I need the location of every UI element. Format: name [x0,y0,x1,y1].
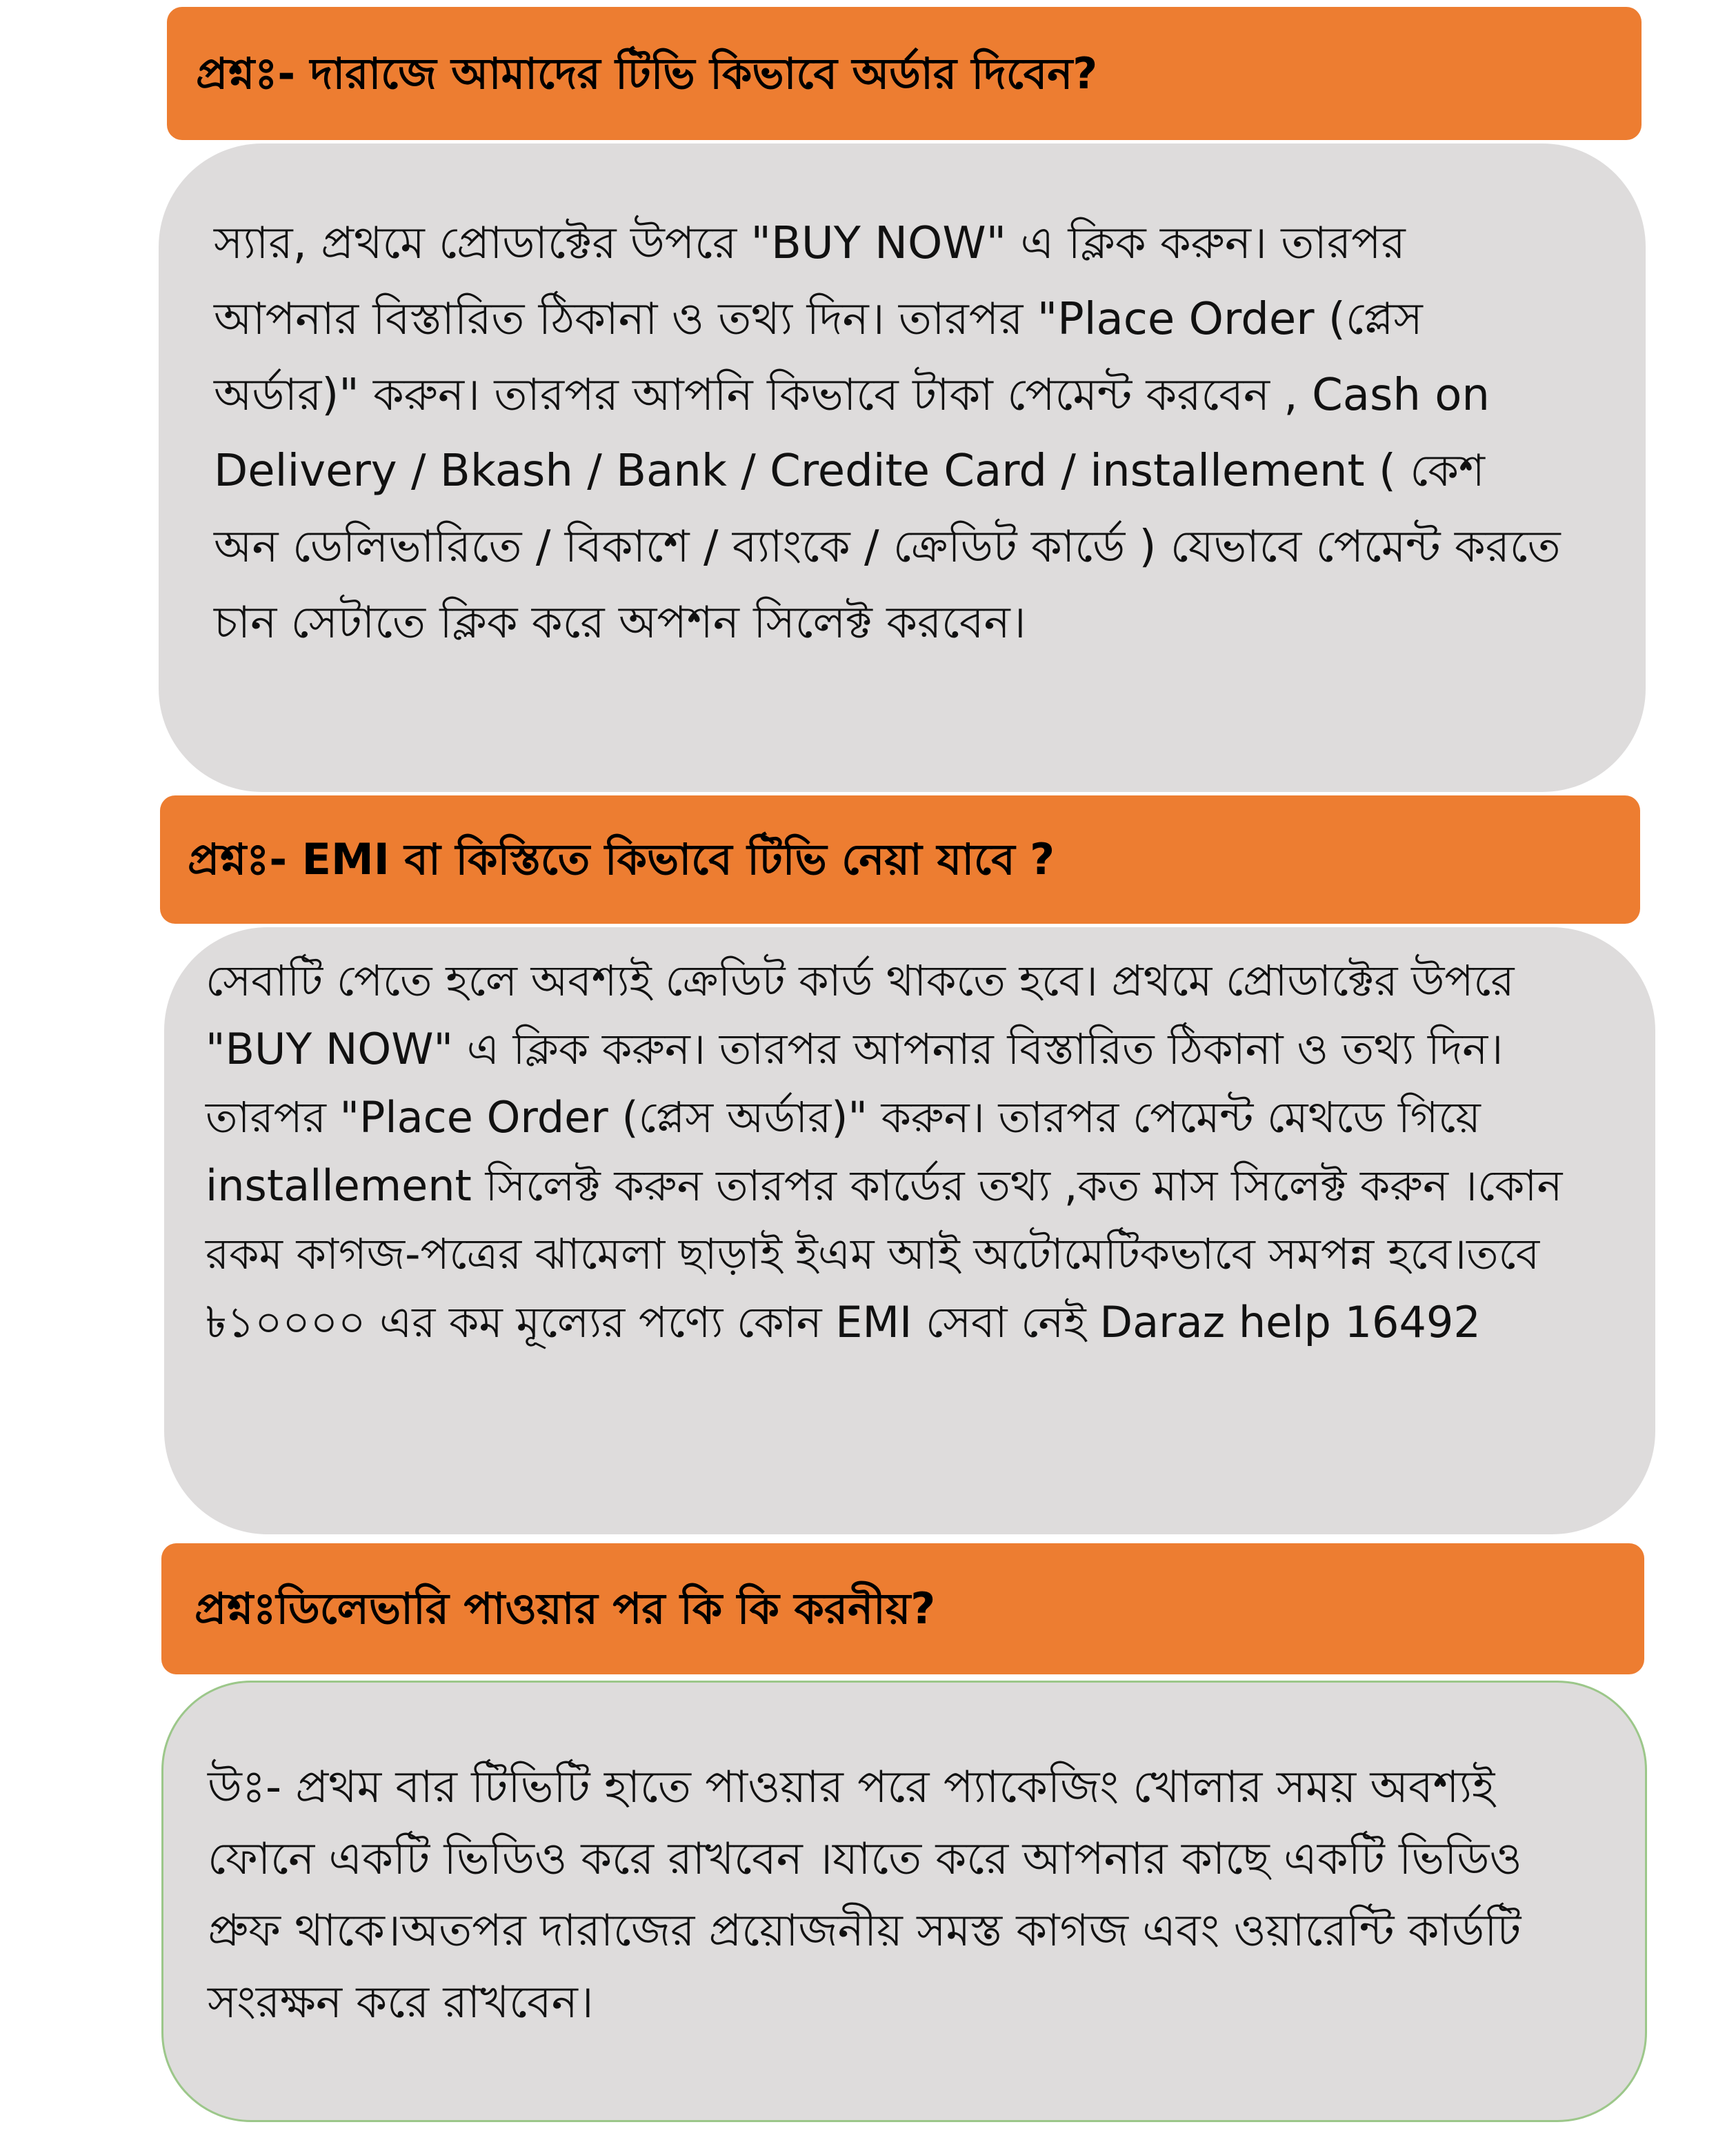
question-bar-3 [161,1543,1644,1674]
question-bar-1 [167,7,1642,140]
answer-text: উঃ- প্রথম বার টিভিটি হাতে পাওয়ার পরে প্যাকেজিং খোলার সময় অবশ্যই ফোনে একটি ভিডিও করে রাখবেন ।যাতে করে আপনার কাছে একটি ভিডিও প্রুফ থাকে।অতপর দারাজের প্রয়োজনীয় সমস্ত কাগজ এবং ওয়ারেন্টি কার্ডটি সংরক্ষন করে রাখবেন। [208,1762,1522,2028]
question-bar-2 [160,795,1640,924]
answer-box-2 [164,927,1655,1534]
answer-box-3 [161,1681,1647,2122]
question-text: প্রশ্নঃ- দারাজে আমাদের টিভি কিভাবে অর্ডার দিবেন? [196,48,1098,99]
answer-text: স্যার, প্রথমে প্রোডাক্টের উপরে "BUY NOW" এ ক্লিক করুন। তারপর আপনার বিস্তারিত ঠিকানা ও তথ্য দিন। তারপর "Place Order (প্লেস অর্ডার)" করুন। তারপর আপনি কিভাবে টাকা পেমেন্ট করবেন , Cash on Delivery / Bkash / Bank / Credite Card / installement ( কেশ অন ডেলিভারিতে / বিকাশে / ব্যাংকে / ক্রেডিট কার্ডে ) যেভাবে পেমেন্ট করতে চান সেটাতে ক্লিক করে অপশন সিলেক্ট করবেন। [214,218,1561,648]
question-text: প্রশ্নঃডিলেভারি পাওয়ার পর কি কি করনীয়? [194,1583,936,1634]
answer-text: সেবাটি পেতে হলে অবশ্যই ক্রেডিট কার্ড থাকতে হবে। প্রথমে প্রোডাক্টের উপরে "BUY NOW" এ ক্লিক করুন। তারপর আপনার বিস্তারিত ঠিকানা ও তথ্য দিন। তারপর "Place Order (প্লেস অর্ডার)" করুন। তারপর পেমেন্ট মেথডে গিয়ে installement সিলেক্ট করুন তারপর কার্ডের তথ্য ,কত মাস সিলেক্ট করুন ।কোন রকম কাগজ-পত্রের ঝামেলা ছাড়াই ইএম আই অটোমেটিকভাবে সমপন্ন হবে।তবে ৳১০০০০ এর কম মূল্যের পণ্যে কোন EMI সেবা নেই Daraz help 16492 [206,955,1563,1347]
answer-box-1 [159,143,1646,792]
question-text: প্রশ্নঃ- EMI বা কিস্তিতে কিভাবে টিভি নেয়া যাবে ? [188,834,1055,884]
